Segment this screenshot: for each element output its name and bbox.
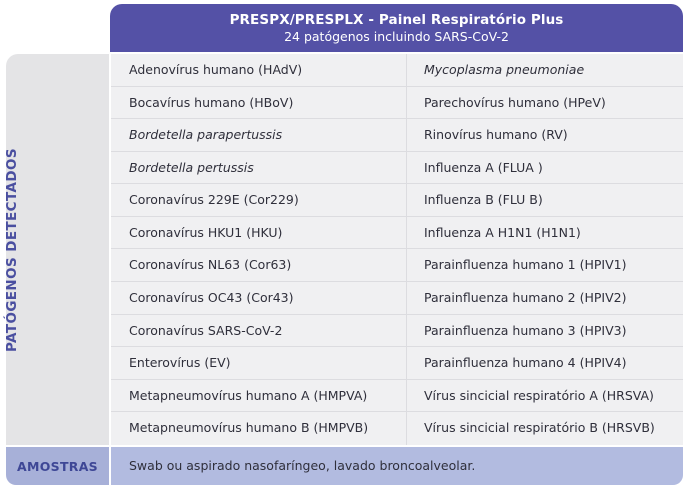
- pathogen-cell-left: Coronavírus OC43 (Cor43): [129, 290, 294, 306]
- pathogen-cell-left: Adenovírus humano (HAdV): [129, 62, 303, 77]
- samples-label: AMOSTRAS: [6, 447, 109, 485]
- pathogen-cell-right: Influenza A (FLUA ): [406, 152, 683, 184]
- pathogen-cell-right: Influenza A H1N1 (H1N1): [406, 217, 683, 249]
- table-row: [111, 87, 683, 120]
- table-header: [110, 4, 683, 52]
- pathogen-cell-left: Bocavírus humano (HBoV): [129, 94, 294, 110]
- pathogen-cell-left: Coronavírus NL63 (Cor63): [129, 257, 292, 273]
- pathogen-cell-right: Mycoplasma pneumoniae: [406, 54, 683, 86]
- pathogens-detected-label: PATÓGENOS DETECTADOS: [4, 147, 21, 352]
- pathogens-label-container: [6, 54, 109, 445]
- pathogen-cell-left: Enterovírus (EV): [129, 355, 231, 371]
- pathogens-sidebar: [6, 54, 109, 445]
- table-row: [111, 152, 683, 185]
- pathogen-cell-left: Metapneumovírus humano A (HMPVA): [129, 387, 368, 403]
- pathogen-cell-right: Vírus sincicial respiratório B (HRSVB): [406, 412, 683, 445]
- table-row: [111, 282, 683, 315]
- pathogen-cell-right: Rinovírus humano (RV): [406, 119, 683, 151]
- table-row: [111, 54, 683, 87]
- table-row: [111, 412, 683, 445]
- table-row: [111, 347, 683, 380]
- panel-title: PRESPX/PRESPLX - Painel Respiratório Plus: [229, 12, 564, 28]
- panel-subtitle: 24 patógenos incluindo SARS-CoV-2: [284, 29, 509, 44]
- pathogen-cell-left: Bordetella parapertussis: [129, 127, 283, 143]
- pathogen-cell-left: Metapneumovírus humano B (HMPVB): [129, 420, 369, 436]
- pathogen-cell-left: Bordetella pertussis: [129, 159, 254, 175]
- pathogen-cell-right: Parainfluenza humano 3 (HPIV3): [406, 315, 683, 347]
- pathogen-cell-left: Coronavírus 229E (Cor229): [129, 192, 299, 208]
- pathogen-cell-right: Influenza B (FLU B): [406, 184, 683, 216]
- pathogen-cell-left: Coronavírus SARS-CoV-2: [129, 322, 283, 338]
- table-row: [111, 249, 683, 282]
- pathogen-cell-right: Parechovírus humano (HPeV): [406, 87, 683, 119]
- pathogen-cell-right: Parainfluenza humano 1 (HPIV1): [406, 249, 683, 281]
- table-row: [111, 315, 683, 348]
- table-row: [111, 217, 683, 250]
- samples-text: Swab ou aspirado nasofaríngeo, lavado broncoalveolar.: [111, 447, 683, 485]
- pathogen-grid: [111, 54, 683, 445]
- pathogen-cell-right: Parainfluenza humano 2 (HPIV2): [406, 282, 683, 314]
- pathogen-cell-left: Coronavírus HKU1 (HKU): [129, 224, 283, 240]
- table-row: [111, 184, 683, 217]
- pathogen-cell-right: Vírus sincicial respiratório A (HRSVA): [406, 380, 683, 412]
- pathogen-cell-right: Parainfluenza humano 4 (HPIV4): [406, 347, 683, 379]
- table-row: [111, 119, 683, 152]
- table-row: [111, 380, 683, 413]
